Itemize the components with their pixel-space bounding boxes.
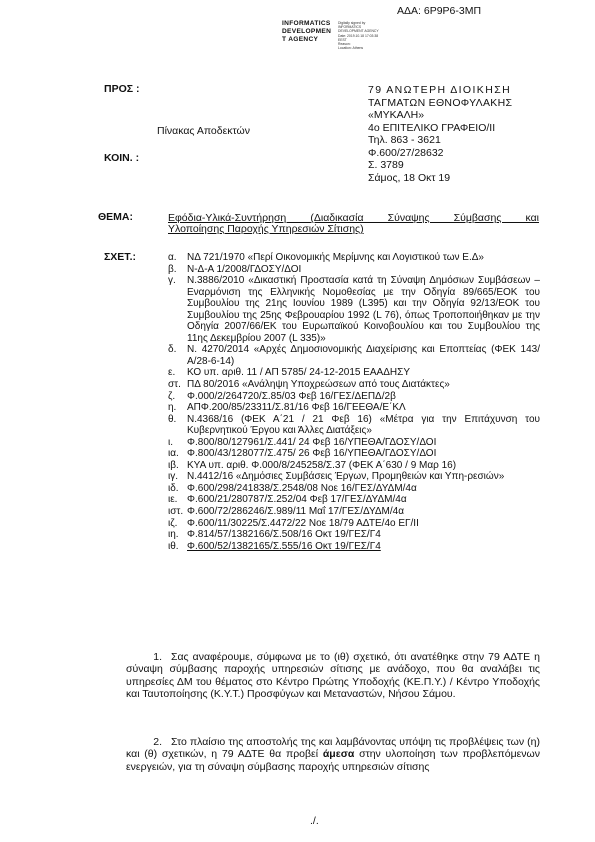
protocol-number: Σ. 3789 bbox=[368, 159, 404, 171]
list-item: ιστ. Φ.600/72/286246/Σ.989/11 Μαΐ 17/ΓΕΣ/ΔΥΔΜ/4α bbox=[168, 506, 404, 518]
subject-line-1: Εφόδια-Υλικά-Συντήρηση (Διαδικασία Σύναψης Σύμβασης και bbox=[168, 212, 539, 224]
list-item: ιζ. Φ.600/11/30225/Σ.4472/22 Νοε 18/79 ΑΔΤΕ/4ο ΕΓ/ΙΙ bbox=[168, 517, 419, 529]
paragraph-number: 1. bbox=[153, 651, 162, 663]
list-item: α. ΝΔ 721/1970 «Περί Οικονομικής Μερίμνης και Λογιστικού των Ε.Δ» bbox=[168, 252, 484, 263]
references-label: ΣΧΕΤ.: bbox=[104, 251, 136, 263]
sender-line: «ΜΥΚΑΛΗ» bbox=[368, 109, 425, 121]
continuation-mark: ./. bbox=[310, 815, 319, 827]
list-item: ζ. Φ.000/2/264720/Σ.85/03 Φεβ 16/ΓΕΣ/ΔΕΠΔ/2β bbox=[168, 390, 396, 402]
list-item: ε. ΚΟ υπ. αριθ. 11 / ΑΠ 5785/ 24-12-2015 ΕΑΑΔΗΣΥ bbox=[168, 367, 410, 379]
file-number: Φ.600/27/28632 bbox=[368, 146, 444, 159]
sender-phone: Τηλ. 863 - 3621 bbox=[368, 134, 441, 146]
sender-unit: 79 ΑΝΩΤΕΡΗ ΔΙΟΙΚΗΣΗ bbox=[368, 84, 512, 96]
signature-details: Digitally signed by INFORMATICS DEVELOPMENT AGENCY Date: 2019.10.18 17:03:38 EEST Reason: Location: Athens bbox=[338, 21, 379, 51]
logo-text: INFORMATICS DEVELOPMEN T AGENCY bbox=[282, 20, 332, 43]
pros-label: ΠΡΟΣ : bbox=[104, 83, 140, 95]
list-item: η. ΑΠΦ.200/85/23311/Σ.81/16 Φεβ 16/ΓΕΕΘΑ/Ε΄ΚΛ bbox=[168, 402, 406, 414]
list-item: ια. Φ.800/43/128077/Σ.475/ 26 Φεβ 16/ΥΠΕΘΑ/ΓΔΟΣΥ/ΔΟΙ bbox=[168, 448, 437, 460]
list-item: δ. Ν. 4270/2014 «Αρχές Δημοσιονομικής Διαχείρισης και Εποπτείας (ΦΕΚ 143/Α/28-6-14) bbox=[168, 344, 540, 367]
list-item: ιδ. Φ.600/298/241838/Σ.2548/08 Νοε 16/ΓΕΣ/ΔΥΔΜ/4α bbox=[168, 482, 417, 494]
place-date: Σάμος, 18 Οκτ 19 bbox=[368, 171, 451, 184]
sender-line: ΤΑΓΜΑΤΩΝ ΕΘΝΟΦΥΛΑΚΗΣ bbox=[368, 96, 513, 109]
references-list bbox=[160, 252, 540, 552]
list-item: ι. Φ.800/80/127961/Σ.441/ 24 Φεβ 16/ΥΠΕΘΑ/ΓΔΟΣΥ/ΔΟΙ bbox=[168, 436, 437, 448]
list-item: θ. Ν.4368/16 (ΦΕΚ Α΄21 / 21 Φεβ 16) «Μέτρα για την Επιτάχυνση του Κυβερνητικού Έργου και Άλλες Διατάξεις» bbox=[168, 413, 540, 437]
sender-block bbox=[368, 84, 512, 184]
list-item: στ. ΠΔ 80/2016 «Ανάληψη Υποχρεώσεων από τους Διατάκτες» bbox=[168, 379, 450, 391]
pros-value: Πίνακας Αποδεκτών bbox=[157, 125, 250, 137]
list-item: ιγ. Ν.4412/16 «Δημόσιες Συμβάσεις Έργων, Προμηθειών και Υπη-ρεσιών» bbox=[168, 471, 505, 483]
list-item: ιη. Φ.814/57/1382166/Σ.508/16 Οκτ 19/ΓΕΣ/Γ4 bbox=[168, 529, 381, 541]
list-item: ιβ. ΚΥΑ υπ. αριθ. Φ.000/8/245258/Σ.37 (ΦΕΚ Α΄630 / 9 Μαρ 16) bbox=[168, 459, 457, 471]
list-item: β. Ν-Δ-Α 1/2008/ΓΔΟΣΥ/ΔΟΙ bbox=[168, 263, 302, 275]
list-item: ιθ. Φ.600/52/1382165/Σ.555/16 Οκτ 19/ΓΕΣ/Γ4 bbox=[168, 540, 381, 552]
paragraph-number: 2. bbox=[153, 736, 162, 748]
paragraph-1 bbox=[126, 651, 540, 700]
paragraph-2: 2. Στο πλαίσιο της αποστολής της και λαμβάνοντας υπόψη τις προβλέψεις των (η) και (θ) σχετικών, η 79 ΑΔΤΕ θα προβεί άμεσα στην υλοποίηση των προβλεπόμενων ενεργειών, για τη σύναψη σύμβασης παροχής υπηρεσιών σίτισης bbox=[126, 736, 541, 773]
subject-line-2: Υλοποίησης Παροχής Υπηρεσιών Σίτισης) bbox=[168, 223, 364, 235]
emphasis: άμεσα bbox=[322, 748, 355, 761]
subject-label: ΘΕΜΑ: bbox=[98, 211, 133, 223]
ada-code: ΑΔΑ: 6Ρ9Ρ6-3ΜΠ bbox=[397, 5, 482, 17]
list-item: γ. Ν.3886/2010 «Δικαστική Προστασία κατά τη Σύναψη Δημόσιων Συμβάσεων – Εναρμόνιση της Ελληνικής Νομοθεσίας με την Οδηγία 89/665/ΕΟΚ του Συμβουλίου της 21ης Ιουνίου 1989 (L395) και την Οδηγία 92/13/ΕΟΚ του Συμβουλίου της 25ης Φεβρουαρίου 1992 (L 76), όπως Τροποποιήθηκαν με την Οδηγία 2007/66/ΕΚ του Ευρωπαϊκού Κοινοβουλίου και του Συμβουλίου της 11ης Δεκεμβρίου 2007 (L 335)» bbox=[168, 275, 540, 344]
paragraph-text: Σας αναφέρουμε, σύμφωνα με το (ιθ) σχετικό, ότι ανατέθηκε στην 79 ΑΔΤΕ η σύναψη σύμβασης παροχής υπηρεσιών σίτισης με ανάδοχο, που θα αναλάβει τις υπηρεσίες ΔΜ του θέματος στο Κέντρο Πρώτης Υποδοχής (ΚΕ.Π.Υ.) / Κέντρο Υποδοχής και Ταυτοποίησης (Κ.Υ.Τ.) Προσφύγων και Μεταναστών, Νήσου Σάμου. bbox=[126, 651, 540, 700]
list-item: ιε. Φ.600/21/280787/Σ.252/04 Φεβ 17/ΓΕΣ/ΔΥΔΜ/4α bbox=[168, 494, 407, 506]
sender-office: 4ο ΕΠΙΤΕΛΙΚΟ ΓΡΑΦΕΙΟ/ΙΙ bbox=[368, 121, 496, 134]
koin-label: ΚΟΙΝ. : bbox=[104, 152, 140, 164]
